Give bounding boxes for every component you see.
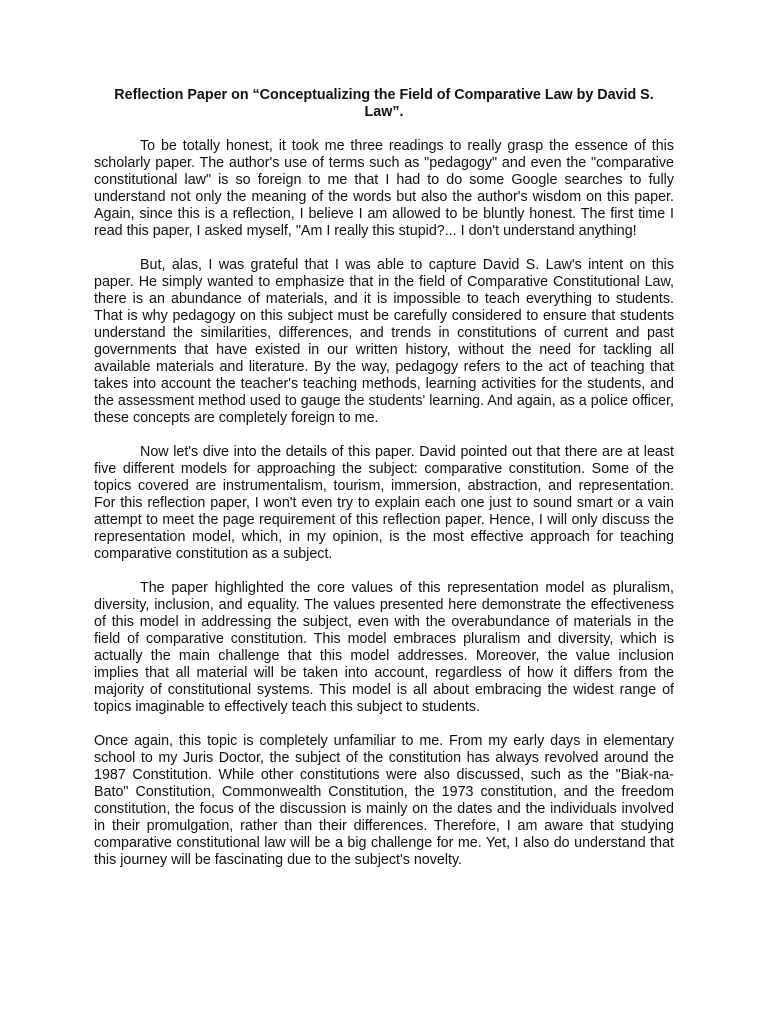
document-title: Reflection Paper on “Conceptualizing the Field of Comparative Law by David S. Law”.: [114, 87, 654, 120]
paragraph-5: Once again, this topic is completely unfamiliar to me. From my early days in elementary school to my Juris Doctor, the subject of the constitution has always revolved around the 1987 Constitution. While other constitutions were also discussed, such as the "Biak-na-Bato" Constitution, Commonwealth Constitution, the 1973 constitution, and the freedom constitution, the focus of the discussion is mainly on the dates and the individuals involved in their promulgation, rather than their differences. Therefore, I am aware that studying comparative constitutional law will be a big challenge for me. Yet, I also do understand that this journey will be fascinating due to the subject's novelty.: [94, 733, 674, 868]
document-page: [94, 87, 674, 886]
paragraph-3: Now let's dive into the details of this paper. David pointed out that there are at least five different models for approaching the subject: comparative constitution. Some of the topics covered are instrumentalism, tourism, immersion, abstraction, and representation. For this reflection paper, I won't even try to explain each one just to sound smart or a vain attempt to meet the page requirement of this reflection paper. Hence, I will only discuss the representation model, which, in my opinion, is the most effective approach for teaching comparative constitution as a subject.: [94, 444, 674, 562]
paragraph-1: To be totally honest, it took me three readings to really grasp the essence of this scholarly paper. The author's use of terms such as "pedagogy" and even the "comparative constitutional law" is so foreign to me that I had to do some Google searches to fully understand not only the meaning of the words but also the author's wisdom on this paper. Again, since this is a reflection, I believe I am allowed to be bluntly honest. The first time I read this paper, I asked myself, "Am I really this stupid?... I don't understand anything!: [94, 138, 674, 239]
paragraph-4: The paper highlighted the core values of this representation model as pluralism, diversity, inclusion, and equality. The values presented here demonstrate the effectiveness of this model in addressing the subject, even with the overabundance of materials in the field of comparative constitution. This model embraces pluralism and diversity, which is actually the main challenge that this model addresses. Moreover, the value inclusion implies that all material will be taken into account, regardless of how it differs from the majority of constitutional systems. This model is all about embracing the widest range of topics imaginable to effectively teach this subject to students.: [94, 580, 674, 715]
paragraph-2: But, alas, I was grateful that I was able to capture David S. Law's intent on this paper. He simply wanted to emphasize that in the field of Comparative Constitutional Law, there is an abundance of materials, and it is impossible to teach everything to students. That is why pedagogy on this subject must be carefully considered to ensure that students understand the similarities, differences, and trends in constitutions of current and past governments that have existed in our written history, without the need for tackling all available materials and literature. By the way, pedagogy refers to the act of teaching that takes into account the teacher's teaching methods, learning activities for the students, and the assessment method used to gauge the students' learning. And again, as a police officer, these concepts are completely foreign to me.: [94, 257, 674, 426]
